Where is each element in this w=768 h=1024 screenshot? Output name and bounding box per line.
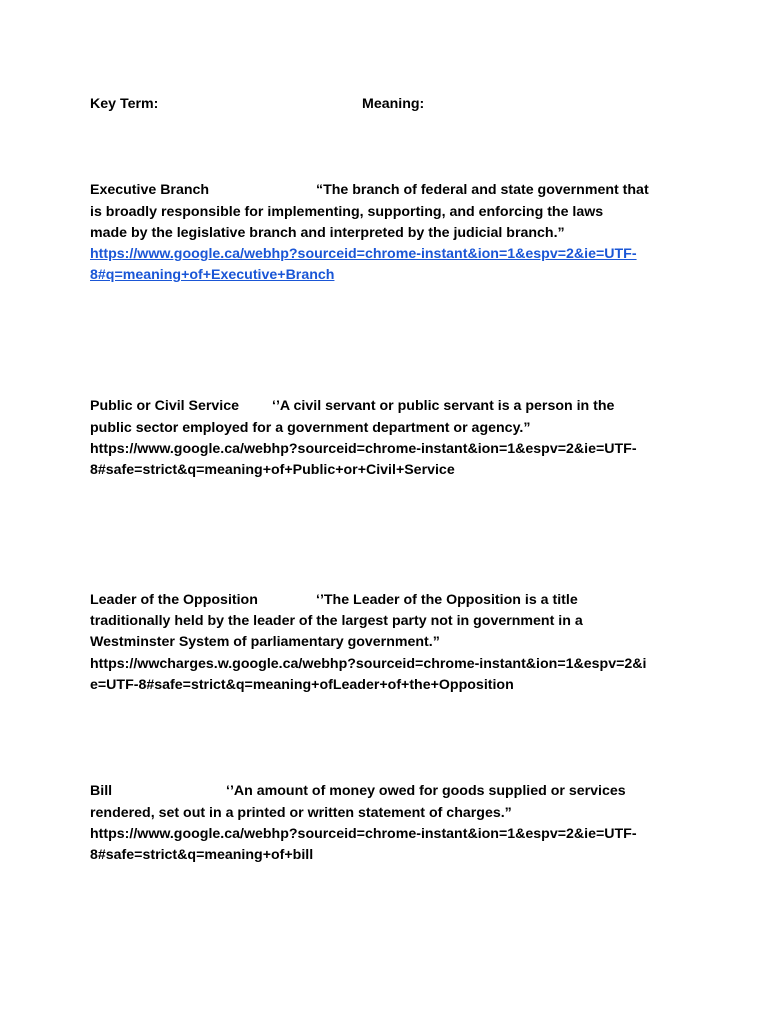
meaning-text: ‘’The Leader of the Opposition is a title	[316, 592, 578, 608]
source-url-text: 8#safe=strict&q=meaning+of+Public+or+Civil+Service	[90, 462, 455, 478]
term-label: Bill	[90, 783, 113, 799]
meaning-text: public sector employed for a government department or agency.”	[90, 420, 531, 436]
source-url-text: e=UTF-8#safe=strict&q=meaning+ofLeader+of+the+Opposition	[90, 677, 514, 693]
source-url-text: https://wwcharges.w.google.ca/webhp?sourceid=chrome-instant&ion=1&espv=2&i	[90, 656, 647, 672]
entry-first-line	[90, 180, 649, 201]
term-label: Leader of the Opposition	[90, 592, 258, 608]
meaning-text: is broadly responsible for implementing, supporting, and enforcing the laws	[90, 204, 604, 220]
entry-first-line	[90, 781, 626, 802]
meaning-text: made by the legislative branch and interpreted by the judicial branch.”	[90, 225, 565, 241]
meaning-text: “The branch of federal and state government that	[316, 182, 649, 198]
source-url-text: https://www.google.ca/webhp?sourceid=chrome-instant&ion=1&espv=2&ie=UTF-	[90, 441, 637, 457]
meaning-text: ‘’A civil servant or public servant is a person in the	[272, 398, 615, 414]
meaning-text: traditionally held by the leader of the largest party not in government in a	[90, 613, 583, 629]
meaning-text: Westminster System of parliamentary government.”	[90, 634, 440, 650]
source-url-text: 8#safe=strict&q=meaning+of+bill	[90, 847, 314, 863]
source-link[interactable]: https://www.google.ca/webhp?sourceid=chrome-instant&ion=1&espv=2&ie=UTF-	[90, 246, 637, 262]
meaning-label: Meaning:	[362, 96, 425, 112]
term-label: Executive Branch	[90, 182, 210, 198]
meaning-text: ‘’An amount of money owed for goods supplied or services	[226, 783, 626, 799]
source-link[interactable]: 8#q=meaning+of+Executive+Branch	[90, 267, 335, 283]
entry-first-line	[90, 590, 578, 611]
header-row	[90, 94, 424, 115]
key-term-label: Key Term:	[90, 96, 159, 112]
entry-first-line	[90, 396, 614, 417]
meaning-text: rendered, set out in a printed or written statement of charges.”	[90, 805, 512, 821]
source-url-text: https://www.google.ca/webhp?sourceid=chrome-instant&ion=1&espv=2&ie=UTF-	[90, 826, 637, 842]
term-label: Public or Civil Service	[90, 398, 240, 414]
